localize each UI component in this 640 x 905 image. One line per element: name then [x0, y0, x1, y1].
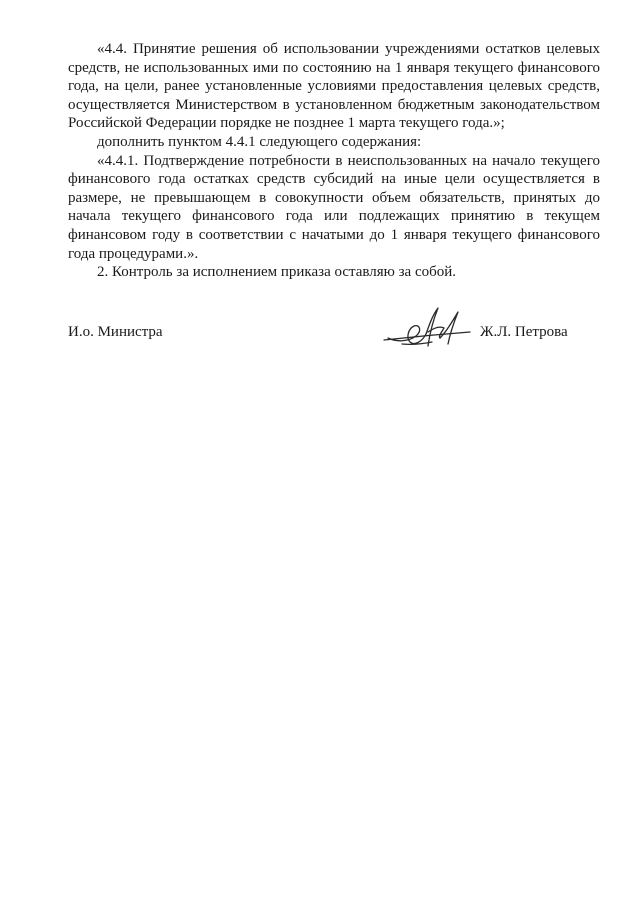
paragraph-add-point: дополнить пунктом 4.4.1 следующего содержания: — [97, 133, 422, 150]
document-body — [68, 40, 600, 282]
signer-name: Ж.Л. Петрова — [480, 324, 568, 340]
paragraph-4-4-1: «4.4.1. Подтверждение потребности в неиспользованных на начало текущего финансового года остатках средств субсидий на иные цели осуществляется в размере, не превышающем в совокупности объем обязательств, принятых до начала текущего финансового года или подлежащих принятию в текущем финансовом году в соответствии с начатыми до 1 января текущего финансового года процедурами.». — [68, 152, 600, 262]
signer-position: И.о. Министра — [68, 324, 163, 340]
paragraph-4-4: «4.4. Принятие решения об использовании учреждениями остатков целевых средств, не использованных ими по состоянию на 1 января текущего финансового года, на цели, ранее установленные условиями предоставления целевых средств, осуществляется Министерством в установленном бюджетным законодательством Российской Федерации порядке не позднее 1 марта текущего года.»; — [68, 41, 600, 132]
paragraph-control: 2. Контроль за исполнением приказа оставляю за собой. — [97, 264, 457, 281]
signature-block — [68, 320, 600, 360]
handwritten-signature — [382, 302, 478, 354]
